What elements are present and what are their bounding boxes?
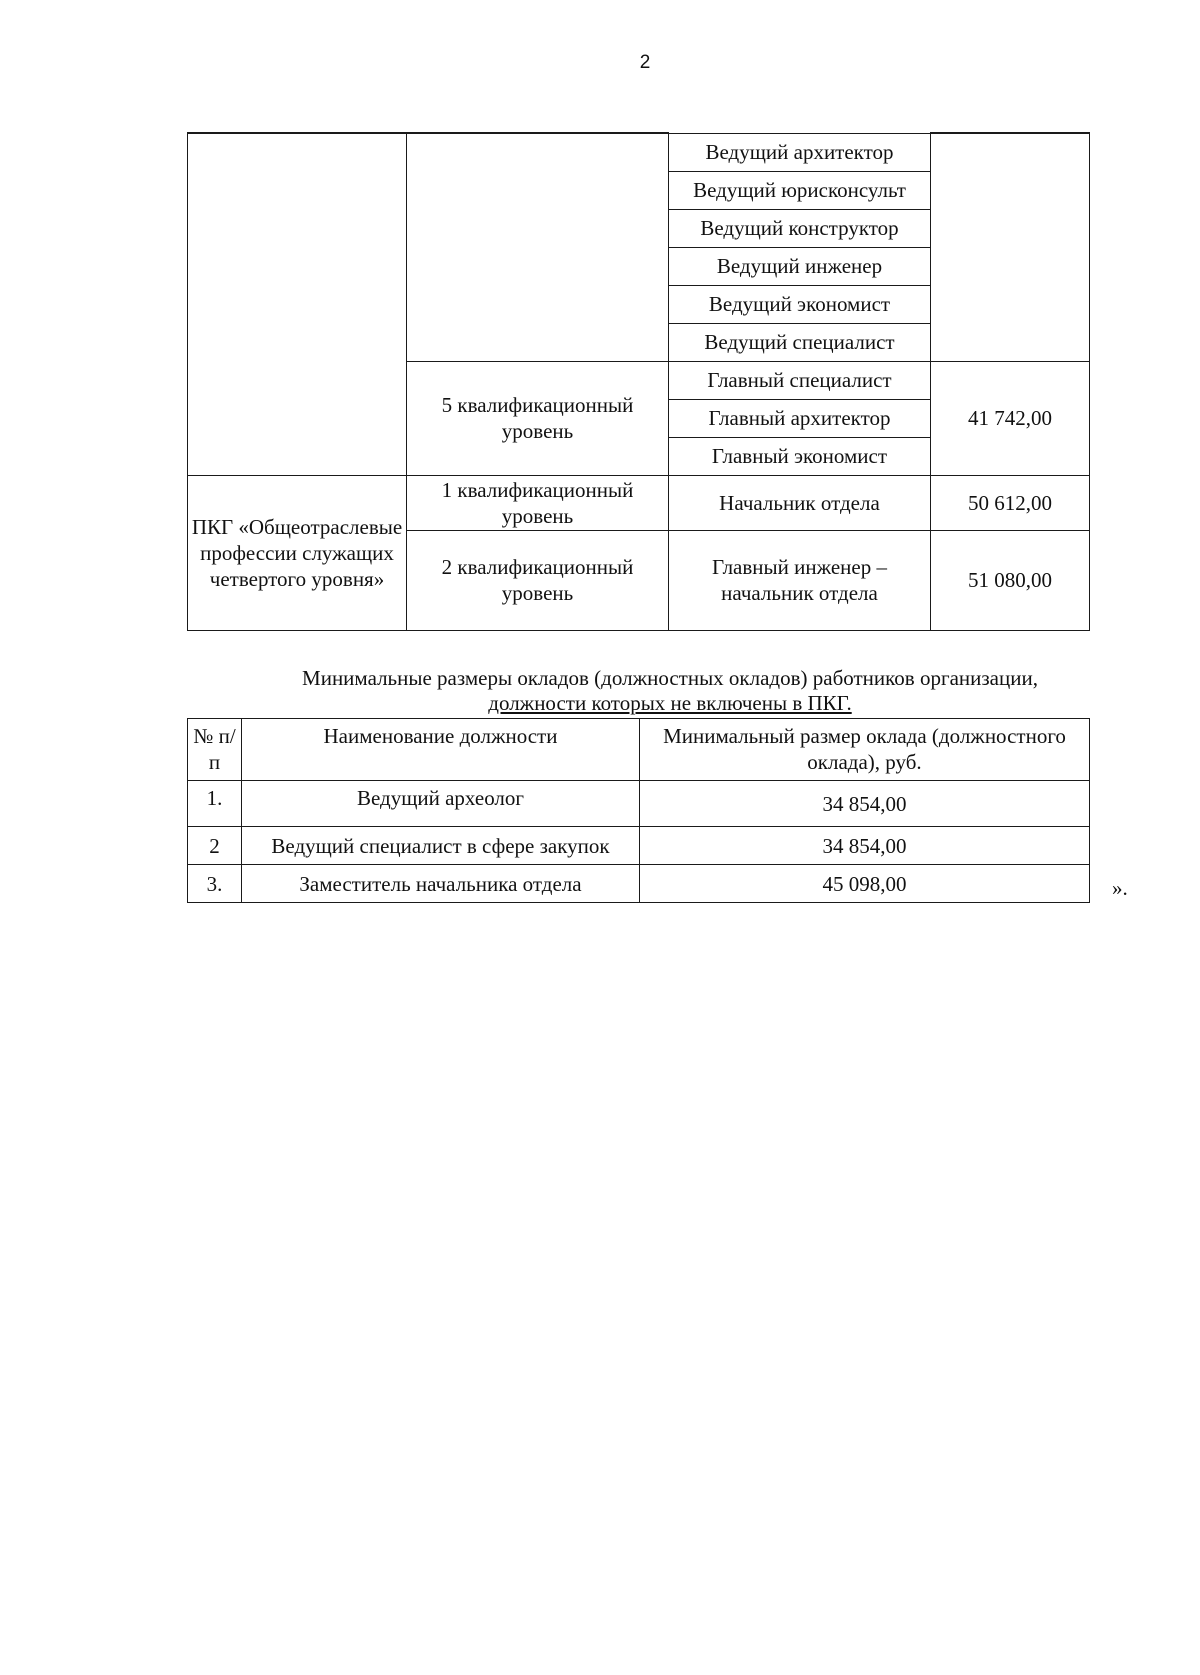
table-row	[188, 475, 1090, 530]
table-caption	[248, 666, 1092, 716]
row-num: 1.	[188, 781, 242, 827]
position-cell: Ведущий юрисконсульт	[669, 171, 931, 209]
position-cell: Ведущий конструктор	[669, 209, 931, 247]
table-header-row	[188, 719, 1090, 781]
position-cell: Начальник отдела	[669, 475, 931, 530]
position-cell: Ведущий архитектор	[669, 133, 931, 171]
pkg-salary-table	[187, 132, 1090, 631]
caption-line-1: Минимальные размеры окладов (должностных окладов) работников организации,	[302, 666, 1038, 690]
group-cell-continued	[188, 133, 407, 475]
closing-quote: ».	[1112, 876, 1128, 900]
table-row	[188, 133, 1090, 171]
table-row	[188, 865, 1090, 903]
position-cell: Главный инженер – начальник отдела	[669, 530, 931, 630]
level-cell: 2 квалификационный уровень	[407, 530, 669, 630]
salary-cell: 50 612,00	[931, 475, 1090, 530]
salary-cell: 51 080,00	[931, 530, 1090, 630]
position-cell: Ведущий инженер	[669, 247, 931, 285]
header-salary: Минимальный размер оклада (должностного оклада), руб.	[640, 719, 1090, 781]
table-row	[188, 781, 1090, 827]
header-num: № п/п	[188, 719, 242, 781]
row-num: 3.	[188, 865, 242, 903]
level-cell: 1 квалификационный уровень	[407, 475, 669, 530]
table-row	[188, 827, 1090, 865]
row-salary: 34 854,00	[640, 827, 1090, 865]
position-cell: Ведущий специалист	[669, 323, 931, 361]
position-cell: Главный специалист	[669, 361, 931, 399]
group-cell: ПКГ «Общеотраслевые профессии служащих четвертого уровня»	[188, 475, 407, 630]
min-salary-table	[187, 718, 1090, 903]
level-cell: 5 квалификационный уровень	[407, 361, 669, 475]
row-name: Ведущий специалист в сфере закупок	[242, 827, 640, 865]
position-cell: Ведущий экономист	[669, 285, 931, 323]
caption-line-2: должности которых не включены в ПКГ.	[488, 691, 852, 715]
row-name: Ведущий археолог	[242, 781, 640, 827]
row-salary: 34 854,00	[640, 781, 1090, 827]
salary-cell: 41 742,00	[931, 361, 1090, 475]
level-cell-continued	[407, 133, 669, 361]
row-name: Заместитель начальника отдела	[242, 865, 640, 903]
header-name: Наименование должности	[242, 719, 640, 781]
row-salary: 45 098,00	[640, 865, 1090, 903]
row-num: 2	[188, 827, 242, 865]
salary-cell-continued	[931, 133, 1090, 361]
position-cell: Главный экономист	[669, 437, 931, 475]
position-cell: Главный архитектор	[669, 399, 931, 437]
page-number: 2	[639, 52, 651, 73]
